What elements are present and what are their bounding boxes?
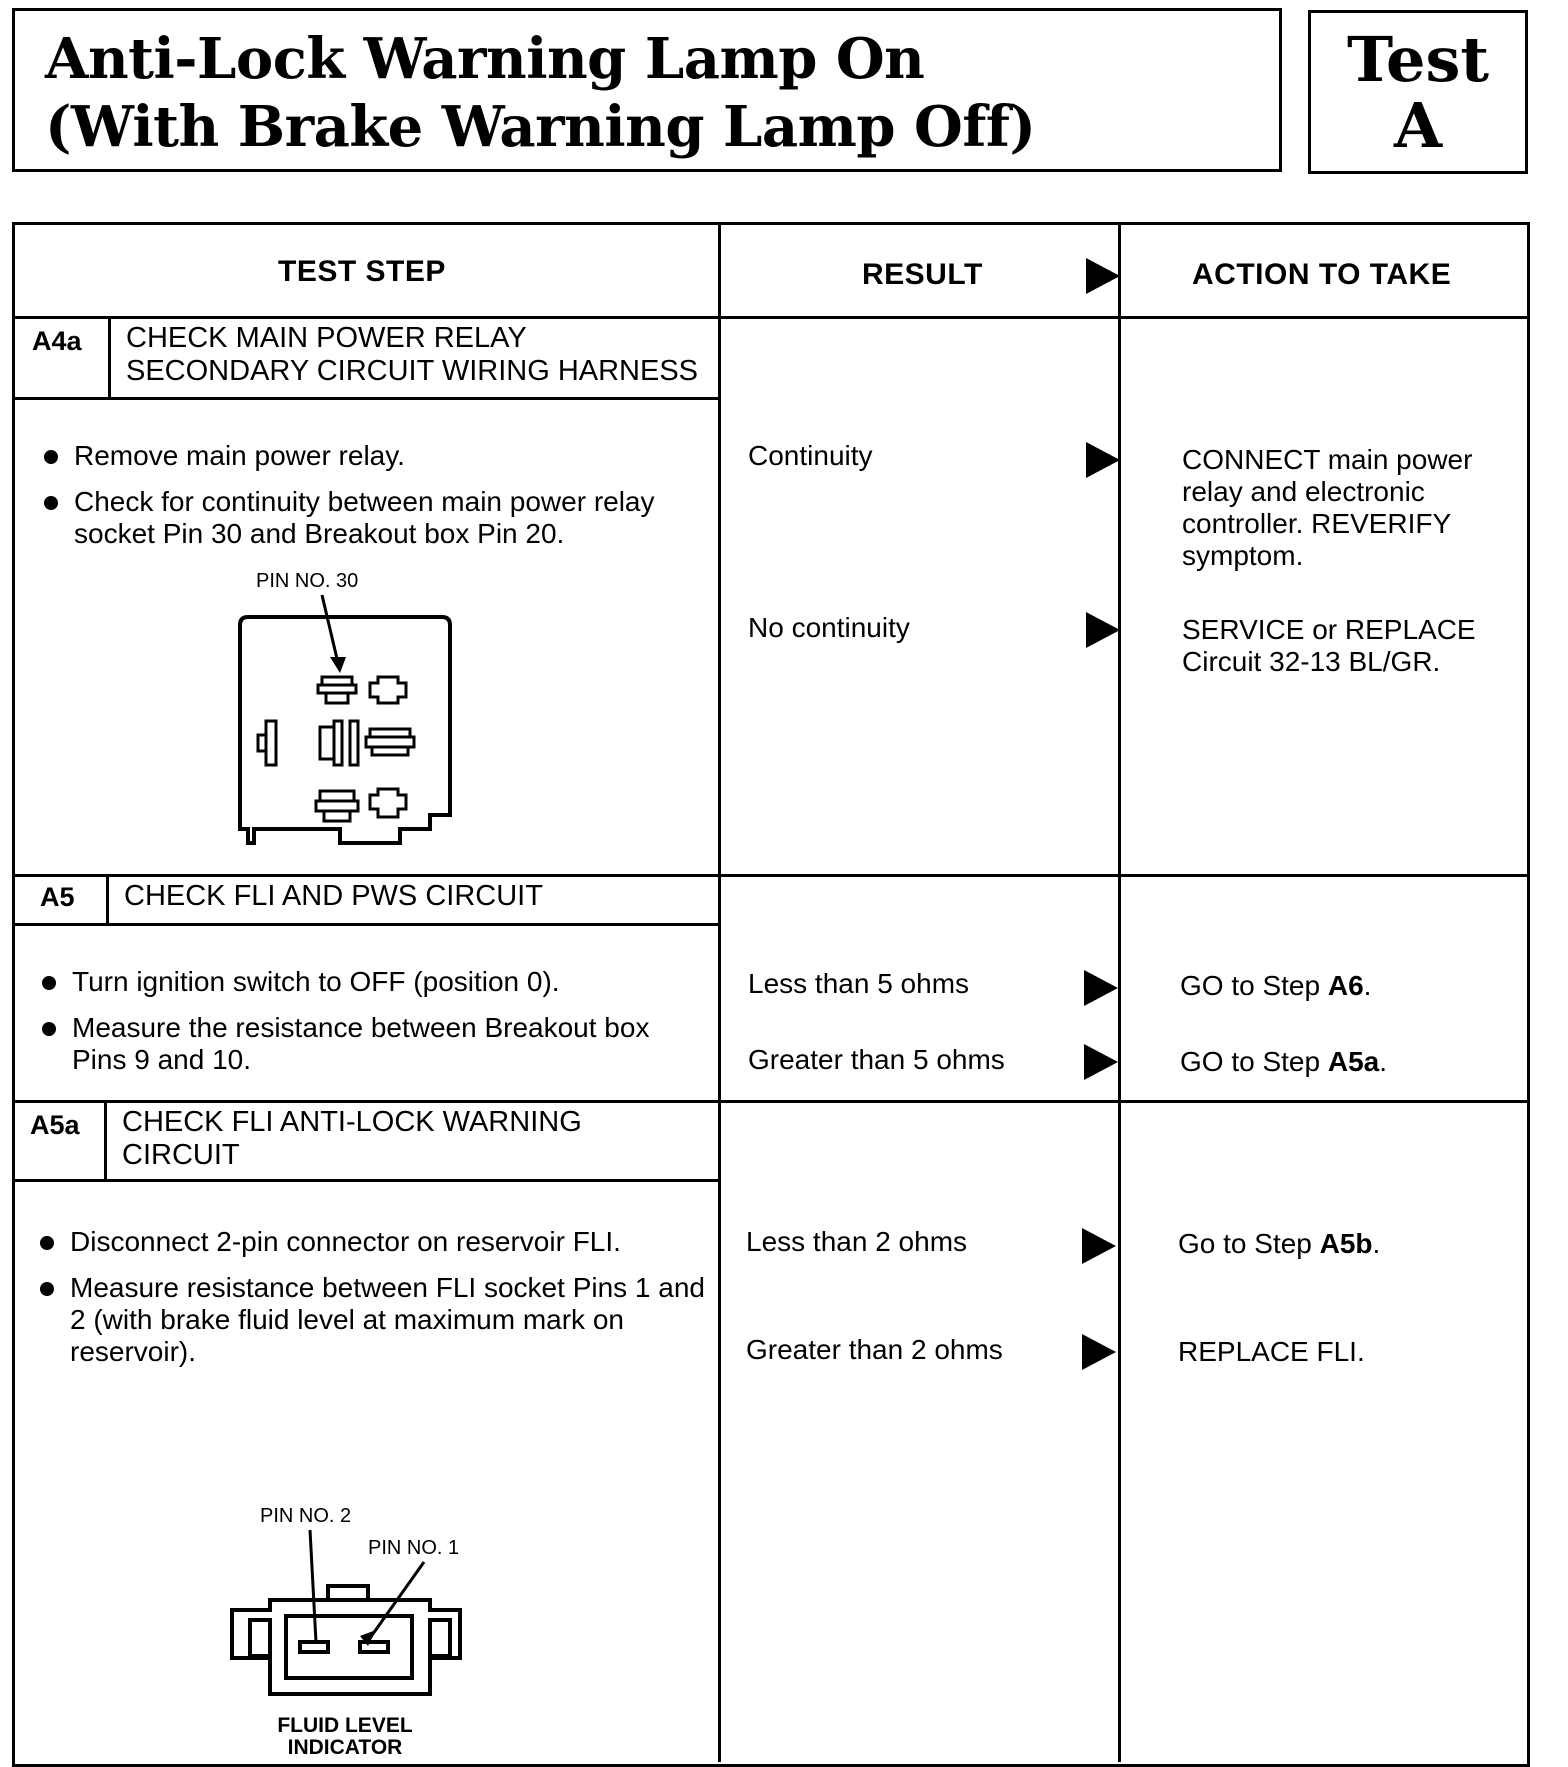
header-result: RESULT (862, 258, 983, 291)
action-a5-2-text: GO to Step (1180, 1046, 1328, 1077)
action-a5-1 (1180, 970, 1371, 1002)
action-a5-2-step: A5a (1327, 1046, 1380, 1077)
arrow-icon (1084, 1044, 1118, 1080)
arrow-icon (1086, 442, 1120, 478)
header-arrow-icon (1086, 258, 1120, 294)
fli-connector-outline (232, 1586, 460, 1694)
arrow-icon (1086, 612, 1120, 648)
step-title-a4a-line1: CHECK MAIN POWER RELAY (126, 322, 527, 354)
pin-2-label: PIN NO. 2 (260, 1505, 352, 1527)
action-a5a-1 (1178, 1228, 1380, 1260)
a5a-instructions (38, 1226, 718, 1382)
list-item: Disconnect 2-pin connector on reservoir FLI. (38, 1226, 718, 1258)
a5a-id-divider (104, 1100, 107, 1182)
a5-id-divider (106, 874, 109, 926)
action-a4a-1: CONNECT main power relay and electronic controller. REVERIFY symptom. (1182, 444, 1473, 571)
action-a5a-2: REPLACE FLI. (1178, 1336, 1365, 1367)
step-id-a4a: A4a (32, 326, 82, 356)
a5a-top-rule (12, 1100, 1530, 1103)
divider-result (718, 222, 721, 1762)
title-line-2: (With Brake Warning Lamp Off) (45, 94, 1036, 160)
action-a5a-1-step: A5b (1319, 1228, 1373, 1259)
title-line-1: Anti-Lock Warning Lamp On (45, 26, 925, 92)
step-title-a5a-line2: CIRCUIT (122, 1139, 240, 1171)
a5-title-rule (12, 923, 720, 926)
pin-30-leader (322, 595, 338, 663)
header-rule (12, 316, 1530, 319)
a5a-title-rule (12, 1179, 720, 1182)
pin-1-label: PIN NO. 1 (368, 1537, 460, 1559)
arrow-icon (1084, 970, 1118, 1006)
step-title-a5a-line1: CHECK FLI ANTI-LOCK WARNING (122, 1106, 582, 1138)
result-a4a-1: Continuity (748, 440, 873, 471)
test-letter: A (1393, 89, 1443, 162)
arrow-icon (1082, 1228, 1116, 1264)
action-a5a-1-text: Go to Step (1178, 1228, 1320, 1259)
step-title-a4a-line2: SECONDARY CIRCUIT WIRING HARNESS (126, 355, 699, 387)
action-a4a-2: SERVICE or REPLACE Circuit 32-13 BL/GR. (1182, 614, 1476, 677)
step-title-a4a (126, 322, 698, 388)
step-id-a5a: A5a (30, 1110, 80, 1140)
fli-caption-line1: FLUID LEVEL (277, 1714, 413, 1737)
step-id-a5: A5 (40, 882, 75, 912)
a4a-instructions (42, 440, 712, 564)
result-a5-2: Greater than 5 ohms (748, 1044, 1005, 1075)
result-a5-1: Less than 5 ohms (748, 968, 970, 999)
header-action: ACTION TO TAKE (1192, 258, 1452, 291)
test-id-box (1308, 10, 1528, 174)
pin-30-arrowhead-icon (330, 657, 346, 673)
list-item: Measure the resistance between Breakout box Pins 9 and 10. (40, 1012, 710, 1076)
title-box (12, 8, 1282, 172)
relay-pins (258, 677, 414, 821)
result-a5a-2: Greater than 2 ohms (746, 1334, 1003, 1365)
action-a5-1-suffix: . (1363, 970, 1372, 1001)
action-a5-1-step: A6 (1327, 970, 1364, 1001)
header-test-step: TEST STEP (278, 255, 446, 288)
relay-socket-diagram (230, 565, 470, 855)
pin-30-label: PIN NO. 30 (256, 570, 359, 592)
a5-instructions (40, 966, 710, 1090)
step-title-a5: CHECK FLI AND PWS CIRCUIT (124, 880, 543, 912)
action-a5-1-text: GO to Step (1180, 970, 1328, 1001)
a4a-id-divider (108, 316, 111, 400)
fli-caption-line2: INDICATOR (287, 1736, 403, 1759)
page-title (45, 25, 1036, 161)
list-item: Measure resistance between FLI socket Pins 1 and 2 (with brake fluid level at maximum mark on reservoir). (38, 1272, 718, 1368)
step-title-a5a (122, 1106, 582, 1172)
result-a4a-2: No continuity (748, 612, 910, 643)
list-item: Turn ignition switch to OFF (position 0). (40, 966, 710, 998)
result-a5a-1: Less than 2 ohms (746, 1226, 968, 1257)
fli-connector-diagram (220, 1500, 470, 1762)
a4a-title-rule (12, 397, 720, 400)
action-a5-2 (1180, 1046, 1387, 1078)
a5-top-rule (12, 874, 1530, 877)
list-item: Remove main power relay. (42, 440, 712, 472)
relay-socket-outline (240, 617, 450, 843)
action-a5-2-suffix: . (1379, 1046, 1388, 1077)
arrow-icon (1082, 1334, 1116, 1370)
pin-2-leader (310, 1530, 316, 1642)
action-a5a-1-suffix: . (1372, 1228, 1381, 1259)
list-item: Check for continuity between main power relay socket Pin 30 and Breakout box Pin 20. (42, 486, 712, 550)
test-label: Test (1346, 23, 1489, 96)
